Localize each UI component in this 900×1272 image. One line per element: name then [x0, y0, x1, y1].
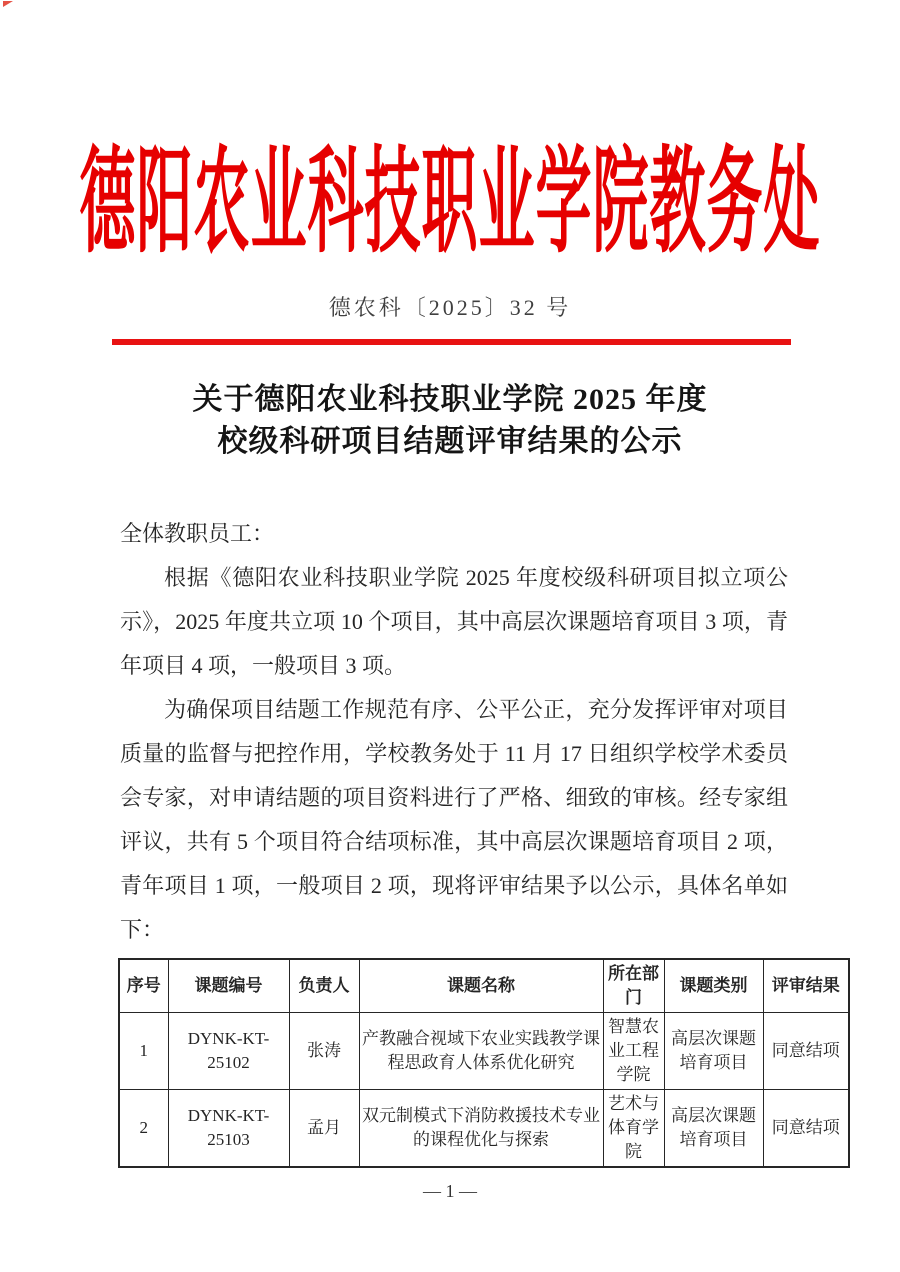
cell-index: 1 — [119, 1013, 168, 1090]
issuing-org-title: 德阳农业科技职业学院教务处 — [79, 140, 821, 268]
cell-leader: 孟月 — [289, 1090, 359, 1168]
paragraph-1: 根据《德阳农业科技职业学院 2025 年度校级科研项目拟立项公示》，2025 年度共立项 10 个项目，其中高层次课题培育项目 3 项，青年项目 4 项，一般项目 3 项。 — [120, 565, 788, 678]
table-row — [119, 1013, 849, 1090]
cell-department: 智慧农业工程学院 — [603, 1013, 664, 1090]
results-table — [118, 958, 850, 1168]
cell-result: 同意结项 — [763, 1013, 849, 1090]
salutation: 全体教职员工： — [120, 521, 275, 546]
document-number: 德农科〔2025〕32 号 — [328, 295, 572, 320]
cell-department: 艺术与体育学院 — [603, 1090, 664, 1168]
document-body — [120, 512, 788, 952]
cell-project-name: 产教融合视域下农业实践教学课程思政育人体系优化研究 — [359, 1013, 603, 1090]
document-title — [0, 379, 900, 463]
red-divider-line — [112, 339, 791, 345]
cell-leader: 张涛 — [289, 1013, 359, 1090]
cell-project-code: DYNK-KT-25103 — [168, 1090, 289, 1168]
column-header-index: 序号 — [119, 959, 168, 1013]
cell-project-name: 双元制模式下消防救援技术专业的课程优化与探索 — [359, 1090, 603, 1168]
document-title-line2: 校级科研项目结题评审结果的公示 — [217, 425, 683, 458]
table-row — [119, 1090, 849, 1168]
column-header-leader: 负责人 — [289, 959, 359, 1013]
column-header-result: 评审结果 — [763, 959, 849, 1013]
document-title-line1: 关于德阳农业科技职业学院 2025 年度 — [192, 383, 708, 416]
column-header-category: 课题类别 — [664, 959, 763, 1013]
column-header-project-code: 课题编号 — [168, 959, 289, 1013]
cell-category: 高层次课题培育项目 — [664, 1090, 763, 1168]
corner-fold-mark — [3, 1, 13, 7]
column-header-department: 所在部门 — [603, 959, 664, 1013]
red-header — [0, 112, 900, 268]
page-number: — 1 — — [423, 1181, 477, 1201]
column-header-project-name: 课题名称 — [359, 959, 603, 1013]
cell-project-code: DYNK-KT-25102 — [168, 1013, 289, 1090]
cell-index: 2 — [119, 1090, 168, 1168]
paragraph-2: 为确保项目结题工作规范有序、公平公正，充分发挥评审对项目质量的监督与把控作用，学校教务处于 11 月 17 日组织学校学术委员会专家，对申请结题的项目资料进行了严格、细致的审核。经专家组评议，共有 5 个项目符合结项标准，其中高层次课题培育项目 2 项，青年项目 1 项，一般项目 2 项，现将评审结果予以公示，具体名单如下： — [120, 697, 788, 942]
cell-category: 高层次课题培育项目 — [664, 1013, 763, 1090]
cell-result: 同意结项 — [763, 1090, 849, 1168]
table-header-row — [119, 959, 849, 1013]
